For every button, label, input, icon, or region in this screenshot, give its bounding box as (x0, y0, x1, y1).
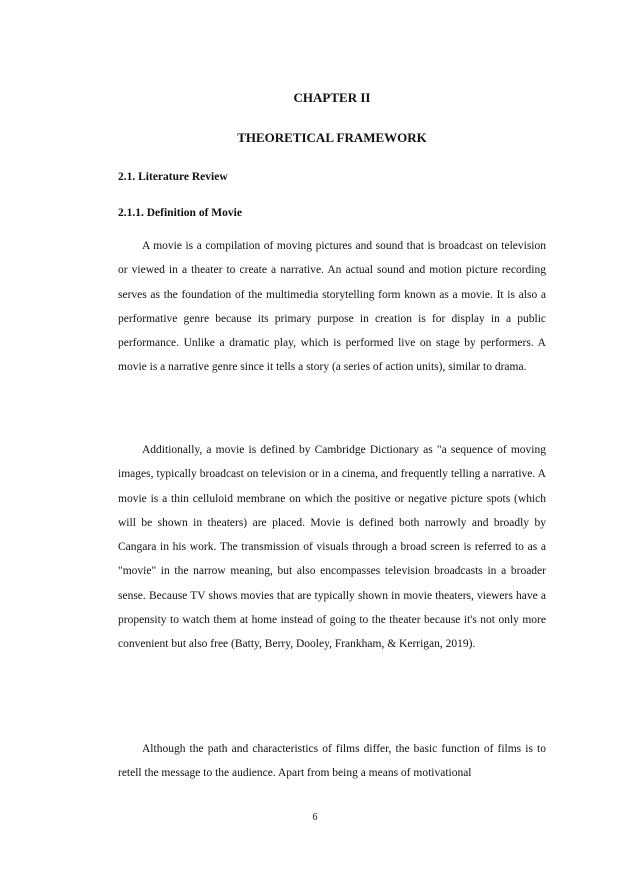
page-number: 6 (312, 812, 318, 823)
section-heading: 2.1. Literature Review (118, 171, 228, 183)
paragraph-1: A movie is a compilation of moving pictures and sound that is broadcast on television or viewed in a theater to create a narrative. An actual sound and motion picture recording serves as the foundation of the multimedia storytelling form known as a movie. It is also a performative genre because its primary purpose in creation is for display in a public performance. Unlike a dramatic play, which is performed live on stage by performers. A movie is a narrative genre since it tells a story (a series of action units), similar to drama. (118, 240, 546, 374)
subsection-heading: 2.1.1. Definition of Movie (118, 207, 242, 219)
paragraph-3: Although the path and characteristics of films differ, the basic function of films is to retell the message to the audience. Apart from being a means of motivational (118, 743, 546, 780)
chapter-title: THEORETICAL FRAMEWORK (237, 130, 427, 145)
chapter-label: CHAPTER II (293, 90, 371, 105)
paragraph-2: Additionally, a movie is defined by Cambridge Dictionary as "a sequence of moving images, typically broadcast on television or in a cinema, and frequently telling a narrative. A movie is a thin celluloid membrane on which the positive or negative picture spots (which will be shown in theaters) are placed. Movie is defined both narrowly and broadly by Cangara in his work. The transmission of visuals through a broad screen is referred to as a "movie" in the narrow meaning, but also encompasses television broadcasts in a broader sense. Because TV shows movies that are typically shown in movie theaters, viewers have a propensity to watch them at home instead of going to the theater because it's not only more convenient but also free (Batty, Berry, Dooley, Frankham, & Kerrigan, 2019). (118, 444, 546, 651)
